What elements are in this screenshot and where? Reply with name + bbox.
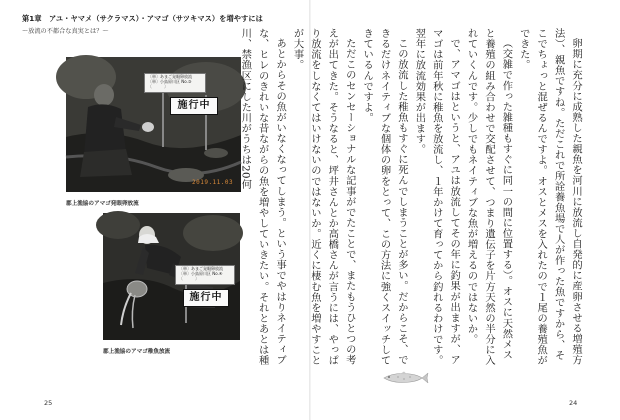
construction-board: 施行中 <box>183 289 229 307</box>
info-sign <box>175 265 235 285</box>
info-sign <box>144 73 206 93</box>
page-number-right: 24 <box>569 399 578 407</box>
photo-caption: 郡上漁協のアマゴ稚魚放流 <box>103 349 171 355</box>
chapter-subtitle: ～放流の不都合な真実とは？～ <box>22 28 109 35</box>
page-number-left: 25 <box>44 399 53 407</box>
sign-row: 〔 〕 <box>148 84 168 89</box>
date-stamp: 2019.11.03 <box>192 179 234 186</box>
fish-icon <box>382 370 428 384</box>
body-paragraph: あとからその魚がいなくなってしまう。という事でやはりネイティブな、ヒレのきれいな昔ながらの魚を増やしていきたい。それとあとは種川、禁漁区にした川がうちは20何 <box>239 28 287 366</box>
body-text <box>239 28 584 370</box>
photo-fry-release <box>103 213 240 340</box>
sign-row: 〔 〕 <box>179 276 199 281</box>
sign-row: 〔単〕あまご発眼卵放流 <box>148 74 192 79</box>
sign-row: 〔単〕小鳥原川区 No.④ <box>179 271 223 276</box>
body-paragraph: 卵期に充分に成熟した親魚を河川に放流し自発的に産卵させる増殖方法）、親魚ですね。ただこれで所詮養魚場で人が作った魚ですから、そこでちょっと混ぜるんですよ。オスとメスを入れたので１尾の養殖魚ができた。 <box>517 28 582 366</box>
body-paragraph: ただこのセンセーショナルな記事がでたことで、またもうひとつの考えが出てきた。そうなると、坪井さんとか高橋さんが言うには、やっぱり放流をしなくてはいけないのではないか。近くに棲む魚を増やすことが大事。 <box>291 28 356 366</box>
construction-board: 施行中 <box>170 97 218 115</box>
photo-egg-release <box>66 57 241 192</box>
body-paragraph: この放流した稚魚もすぐに死んでしまうことが多い。だからこそ、できるだけネイティブな個体の卵をとって、この方法に強くスイッチしてきているんですよ。 <box>361 28 408 366</box>
sign-row: 〔単〕あまご発眼卵放流 <box>179 266 223 271</box>
photo-caption: 郡上漁協のアマゴ発眼卵放流 <box>66 201 139 207</box>
chapter-title: 第1章 アユ・ヤマメ（サクラマス）・アマゴ（サツキマス）を増やすには <box>22 14 263 23</box>
body-paragraph: （交雑で作った雑種もすぐに同一の間に位置する）。オスに天然メスと養殖の組み合わせで交配させて、つまり遺伝子を片方天然の半分に入れていくんです。少しでもネイティブな魚が増えるのではないか。 <box>465 28 513 366</box>
body-paragraph: で、アマゴはというと、アユは放流してその年に釣果が出ますが、アマゴは前年秋に稚魚を放流し、１年かけて育ってから釣れるわけです。翌年に放流効果が出ます。 <box>413 28 461 366</box>
sign-row: 〔単〕小鳥原川区 No.③ <box>148 79 192 84</box>
